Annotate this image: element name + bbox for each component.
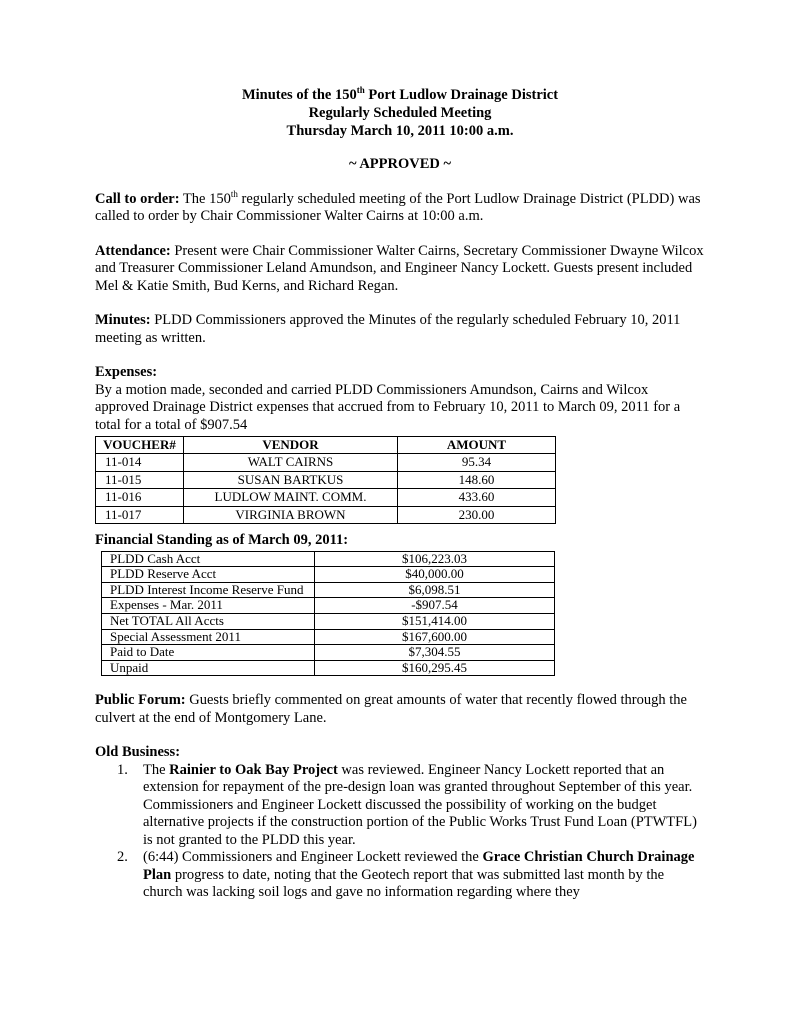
item-1-project-name: Rainier to Oak Bay Project	[169, 761, 338, 778]
title-line-1-post: Port Ludlow Drainage District	[364, 87, 559, 103]
account-value-cell: $167,600.00	[315, 629, 555, 645]
call-to-order-text-pre: The 150	[179, 190, 231, 207]
section-attendance	[95, 243, 705, 296]
public-forum-label: Public Forum:	[95, 692, 186, 709]
voucher-cell: 11-015	[96, 471, 184, 488]
expenses-label: Expenses:	[95, 364, 158, 380]
account-label-cell: Paid to Date	[102, 645, 315, 661]
account-value-cell: $106,223.03	[315, 551, 555, 567]
section-minutes	[95, 312, 705, 347]
table-row	[102, 551, 555, 567]
table-row	[102, 645, 555, 661]
call-to-order-label: Call to order:	[95, 190, 180, 207]
item-2-text-pre: (6:44) Commissioners and Engineer Lockett reviewed the	[143, 849, 483, 866]
list-item-text	[143, 762, 705, 850]
table-row	[96, 489, 556, 506]
section-old-business	[95, 744, 705, 762]
amount-cell: 230.00	[398, 506, 556, 523]
item-1-text-post: was reviewed. Engineer Nancy Lockett reported that an extension for repayment of the pre-design loan was granted throughout September of this year. Commissioners and Engineer Lockett discussed the possibility of working on the budget alternative projects if the construction portion of the Public Works Trust Fund Loan (PTWTFL) is not granted to the PLDD this year.	[143, 761, 697, 848]
account-value-cell: $160,295.45	[315, 660, 555, 676]
title-line-1	[95, 86, 705, 104]
account-value-cell: -$907.54	[315, 598, 555, 614]
expenses-text: By a motion made, seconded and carried PLDD Commissioners Amundson, Cairns and Wilcox approved Drainage District expenses that accrued from to February 10, 2011 to March 09, 2011 for a total for a total of $907.54	[95, 381, 681, 433]
account-label-cell: Expenses - Mar. 2011	[102, 598, 315, 614]
title-line-3: Thursday March 10, 2011 10:00 a.m.	[286, 123, 514, 139]
table-row	[96, 506, 556, 523]
attendance-label: Attendance:	[95, 242, 171, 259]
section-expenses	[95, 364, 705, 382]
vendor-cell: WALT CAIRNS	[184, 454, 398, 471]
amount-column-header: AMOUNT	[398, 437, 556, 454]
approved-stamp: ~ APPROVED ~	[348, 156, 452, 172]
table-row	[96, 471, 556, 488]
title-superscript: th	[356, 85, 365, 96]
voucher-column-header: VOUCHER#	[96, 437, 184, 454]
list-item-number: 1.	[117, 761, 128, 778]
table-row	[96, 454, 556, 471]
section-public-forum	[95, 692, 705, 727]
vendor-cell: VIRGINIA BROWN	[184, 506, 398, 523]
vendor-cell: LUDLOW MAINT. COMM.	[184, 489, 398, 506]
item-2-project-name: Grace Christian Church Drainage Plan	[143, 849, 695, 883]
item-2-text-post: progress to date, noting that the Geotech report that was submitted last month by the church was lacking soil logs and gave no information regarding where they	[143, 866, 665, 901]
vendor-column-header: VENDOR	[184, 437, 398, 454]
account-label-cell: PLDD Cash Acct	[102, 551, 315, 567]
account-value-cell: $6,098.51	[315, 582, 555, 598]
voucher-cell: 11-016	[96, 489, 184, 506]
list-item-number: 2.	[117, 849, 128, 866]
account-label-cell: Unpaid	[102, 660, 315, 676]
section-call-to-order	[95, 188, 705, 226]
account-value-cell: $40,000.00	[315, 567, 555, 583]
amount-cell: 95.34	[398, 454, 556, 471]
expenses-table-header-row	[96, 437, 556, 454]
old-business-label: Old Business:	[95, 744, 181, 761]
call-to-order-superscript: th	[230, 188, 238, 199]
amount-cell: 433.60	[398, 489, 556, 506]
table-row	[102, 582, 555, 598]
item-1-text-pre: The	[143, 761, 170, 778]
table-row	[102, 598, 555, 614]
account-value-cell: $151,414.00	[315, 613, 555, 629]
voucher-cell: 11-017	[96, 506, 184, 523]
table-row	[102, 613, 555, 629]
call-to-order-text: regularly scheduled meeting of the Port Ludlow Drainage District (PLDD) was called to order by Chair Commissioner Walter Cairns at 10:00 a.m.	[95, 190, 701, 224]
table-row	[102, 567, 555, 583]
attendance-text: Present were Chair Commissioner Walter Cairns, Secretary Commissioner Dwayne Wilcox and Treasurer Commissioner Leland Amundson, and Engineer Nancy Lockett. Guests present included Mel & Katie Smith, Bud Kerns, and Richard Regan.	[95, 242, 704, 294]
account-label-cell: PLDD Reserve Acct	[102, 567, 315, 583]
account-label-cell: Net TOTAL All Accts	[102, 613, 315, 629]
account-label-cell: PLDD Interest Income Reserve Fund	[102, 582, 315, 598]
financial-standing-table	[101, 551, 555, 677]
account-value-cell: $7,304.55	[315, 645, 555, 661]
amount-cell: 148.60	[398, 471, 556, 488]
vendor-cell: SUSAN BARTKUS	[184, 471, 398, 488]
table-row	[102, 660, 555, 676]
table-row	[102, 629, 555, 645]
title-line-2: Regularly Scheduled Meeting	[308, 105, 492, 121]
public-forum-text: Guests briefly commented on great amounts of water that recently flowed through the culvert at the end of Montgomery Lane.	[95, 692, 687, 726]
minutes-label: Minutes:	[95, 312, 151, 328]
old-business-item-2	[95, 849, 705, 902]
title-line-1-pre: Minutes of the 150	[241, 87, 357, 103]
old-business-item-1	[95, 762, 705, 850]
minutes-text: PLDD Commissioners approved the Minutes of the regularly scheduled February 10, 2011 meeting as written.	[95, 312, 681, 346]
document-content	[95, 86, 705, 902]
account-label-cell: Special Assessment 2011	[102, 629, 315, 645]
old-business-list	[95, 762, 705, 902]
financial-standing-heading: Financial Standing as of March 09, 2011:	[95, 532, 349, 549]
voucher-cell: 11-014	[96, 454, 184, 471]
list-item-text	[143, 849, 705, 902]
expenses-table	[95, 436, 556, 524]
